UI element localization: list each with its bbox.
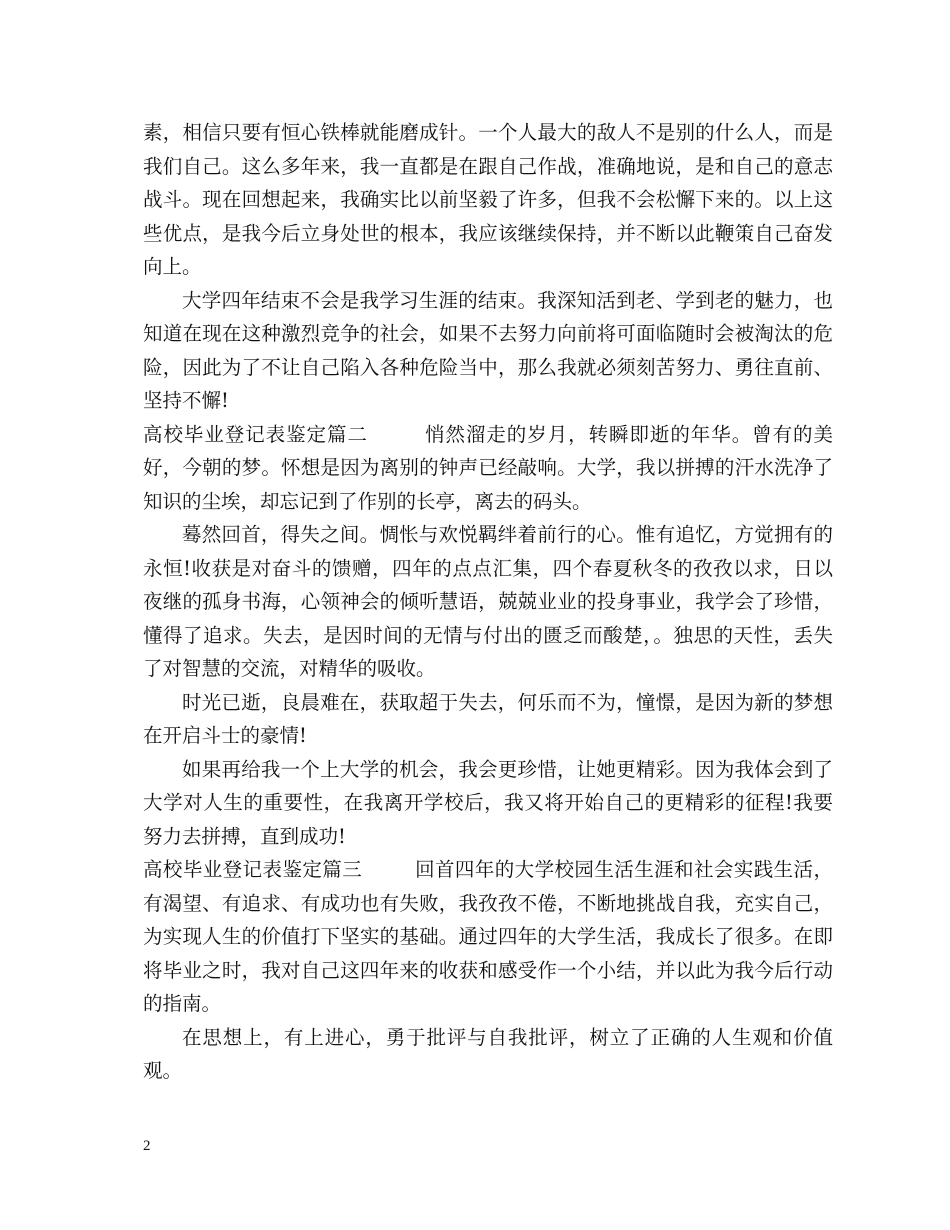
title-gap <box>362 858 415 881</box>
paragraph: 蓦然回首，得失之间。惆怅与欢悦羁绊着前行的心。惟有追忆，方觉拥有的永恒!收获是对奋斗的馈赠，四年的点点汇集，四个春夏秋冬的孜孜以求，日以夜继的孤身书海，心领神会的倾听慧语，兢兢业业的投身事业，我学会了珍惜，懂得了追求。失去，是因时间的无情与付出的匮乏而酸楚，。独思的天性，丢失了对智慧的交流，对精华的吸收。 <box>143 523 833 680</box>
section-title: 高校毕业登记表鉴定篇二 <box>143 422 368 446</box>
paragraph: 素，相信只要有恒心铁棒就能磨成针。一个人最大的敌人不是别的什么人，而是我们自己。这么多年来，我一直都是在跟自己作战，准确地说，是和自己的意志战斗。现在回想起来，我确实比以前坚毅了许多，但我不会松懈下来的。以上这些优点，是我今后立身处世的根本，我应该继续保持，并不断以此鞭策自己奋发向上。 <box>143 121 833 278</box>
section-lead-text: 回首四年的大学校园生活生涯和社会实践生活，有渴望、有追求、有成功也有失败，我孜孜不倦，不断地挑战自我，充实自己，为实现人生的价值打下坚实的基础。通过四年的大学生活，我成长了很多。在即将毕业之时，我对自己这四年来的收获和感受作一个小结，并以此为我今后行动的指南。 <box>143 858 833 1015</box>
paragraph: 时光已逝，良晨难在，获取超于失去，何乐而不为，憧憬，是因为新的梦想在开启斗士的豪情! <box>143 690 833 747</box>
document-body <box>143 116 833 1088</box>
paragraph: 在思想上，有上进心，勇于批评与自我批评，树立了正确的人生观和价值观。 <box>143 1025 833 1082</box>
paragraph: 大学四年结束不会是我学习生涯的结束。我深知活到老、学到老的魅力，也知道在现在这种激烈竞争的社会，如果不去努力向前将可面临随时会被淘汰的危险，因此为了不让自己陷入各种危险当中，那么我就必须刻苦努力、勇往直前、坚持不懈! <box>143 288 833 412</box>
section-heading-paragraph <box>143 853 833 1021</box>
paragraph: 如果再给我一个上大学的机会，我会更珍惜，让她更精彩。因为我体会到了大学对人生的重要性，在我离开学校后，我又将开始自己的更精彩的征程!我要努力去拼搏，直到成功! <box>143 757 833 848</box>
title-gap <box>368 423 425 446</box>
section-heading-paragraph <box>143 418 833 519</box>
section-lead-text: 悄然溜走的岁月，转瞬即逝的年华。曾有的美好，今朝的梦。怀想是因为离别的钟声已经敲响。大学，我以拼搏的汗水洗净了知识的尘埃，却忘记到了作别的长亭，离去的码头。 <box>143 422 833 513</box>
section-title: 高校毕业登记表鉴定篇三 <box>143 858 363 881</box>
page-number: 2 <box>143 1138 151 1154</box>
